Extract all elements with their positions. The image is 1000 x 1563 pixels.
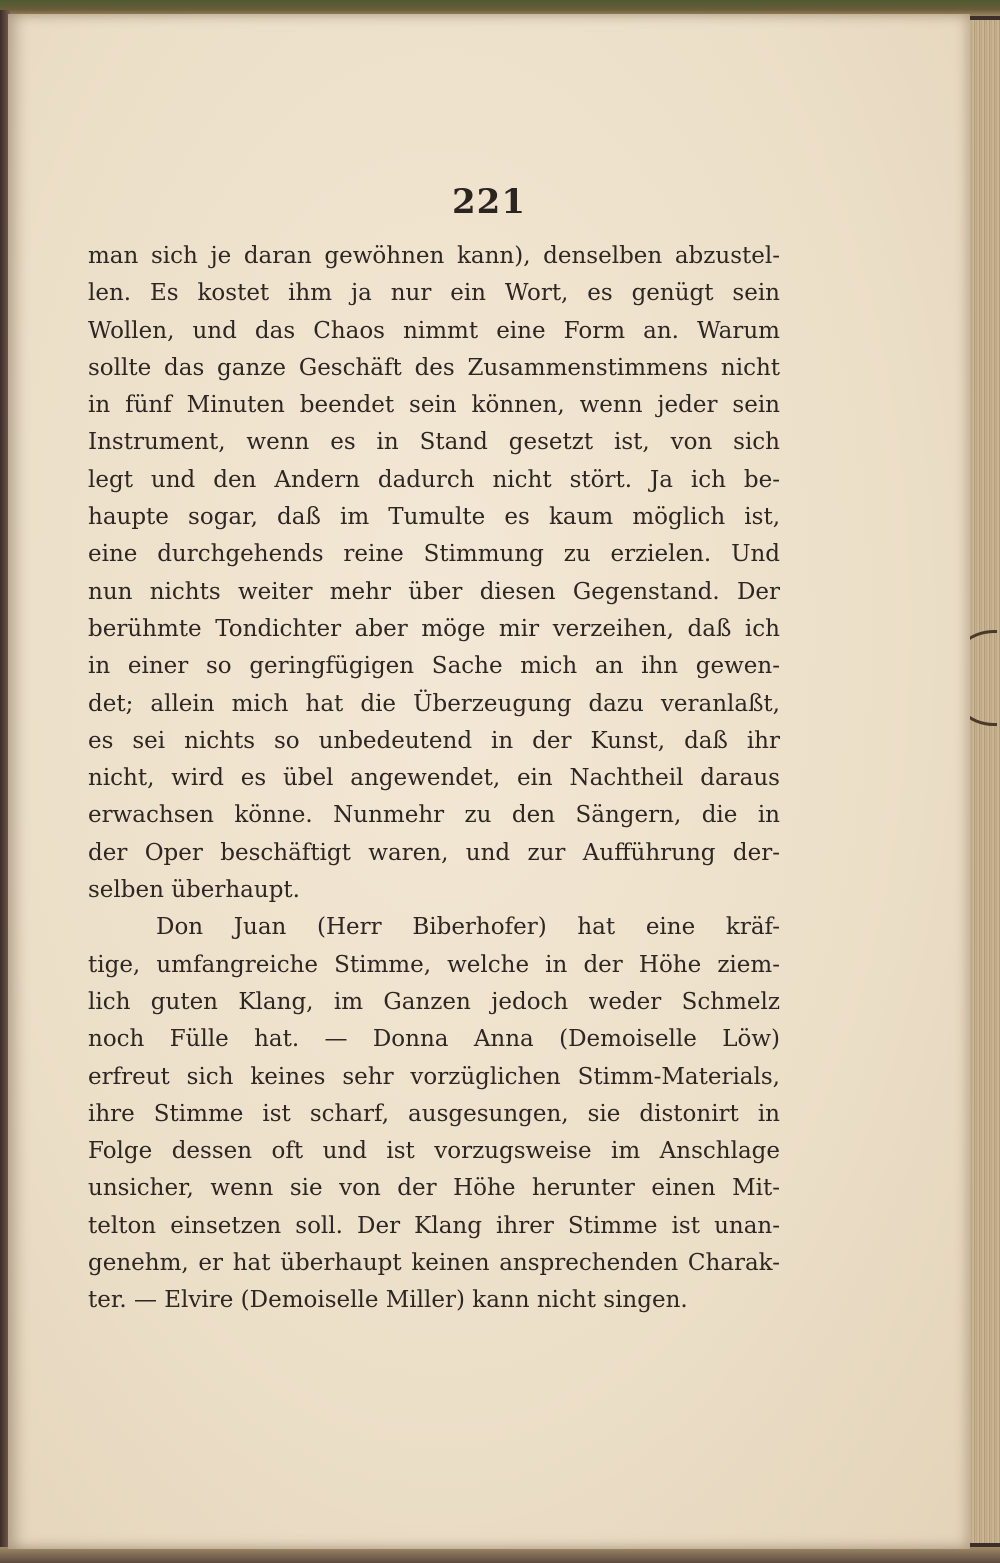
text-line: es sei nichts so unbedeutend in der Kunst, daß ihr <box>88 727 780 754</box>
text-line: noch Fülle hat. — Donna Anna (Demoiselle Löw) <box>88 1026 780 1053</box>
text-line: genehm, er hat überhaupt keinen ansprechenden Charak- <box>88 1250 780 1277</box>
text-line: ter. — Elvire (Demoiselle Miller) kann nicht singen. <box>88 1287 688 1314</box>
book-edge-bottom <box>0 1547 1000 1563</box>
text-line: in einer so geringfügigen Sache mich an ihn gewen- <box>88 653 780 680</box>
text-line: Don Juan (Herr Biberhofer) hat eine kräf- <box>156 914 780 941</box>
text-line: ihre Stimme ist scharf, ausgesungen, sie distonirt in <box>88 1100 780 1127</box>
text-line: in fünf Minuten beendet sein können, wenn jeder sein <box>88 392 780 419</box>
text-line: nun nichts weiter mehr über diesen Gegenstand. Der <box>88 578 780 605</box>
text-line: sollte das ganze Geschäft des Zusammenstimmens nicht <box>88 354 780 381</box>
text-line: lich guten Klang, im Ganzen jedoch weder Schmelz <box>88 988 780 1015</box>
text-line: nicht, wird es übel angewendet, ein Nachtheil daraus <box>88 765 780 792</box>
text-line: telton einsetzen soll. Der Klang ihrer Stimme ist unan- <box>88 1212 780 1239</box>
text-line: unsicher, wenn sie von der Höhe herunter einen Mit- <box>88 1175 780 1202</box>
body-text <box>88 238 780 1320</box>
text-line: berühmte Tondichter aber möge mir verzeihen, daß ich <box>88 615 780 642</box>
paper-page <box>8 14 970 1549</box>
text-line: der Oper beschäftigt waren, und zur Aufführung der- <box>88 839 780 866</box>
text-line: selben überhaupt. <box>88 877 300 904</box>
text-line: erfreut sich keines sehr vorzüglichen Stimm-Materials, <box>88 1063 780 1090</box>
text-line: Folge dessen oft und ist vorzugsweise im Anschlage <box>88 1138 780 1165</box>
page-number: 221 <box>452 182 526 222</box>
text-line: Wollen, und das Chaos nimmt eine Form an. Warum <box>88 317 780 344</box>
text-line: eine durchgehends reine Stimmung zu erzielen. Und <box>88 541 780 568</box>
text-line: erwachsen könne. Nunmehr zu den Sängern, die in <box>88 802 780 829</box>
text-line: det; allein mich hat die Überzeugung dazu veranlaßt, <box>88 690 780 717</box>
text-line: tige, umfangreiche Stimme, welche in der Höhe ziem- <box>88 951 780 978</box>
text-line: man sich je daran gewöhnen kann), denselben abzustel- <box>88 243 780 269</box>
text-line: legt und den Andern dadurch nicht stört. Ja ich be- <box>88 466 780 493</box>
text-line: Instrument, wenn es in Stand gesetzt ist, von sich <box>88 429 780 456</box>
text-line: len. Es kostet ihm ja nur ein Wort, es genügt sein <box>88 280 780 307</box>
page-stack-edge <box>970 20 1000 1543</box>
text-line: haupte sogar, daß im Tumulte es kaum möglich ist, <box>88 504 780 531</box>
